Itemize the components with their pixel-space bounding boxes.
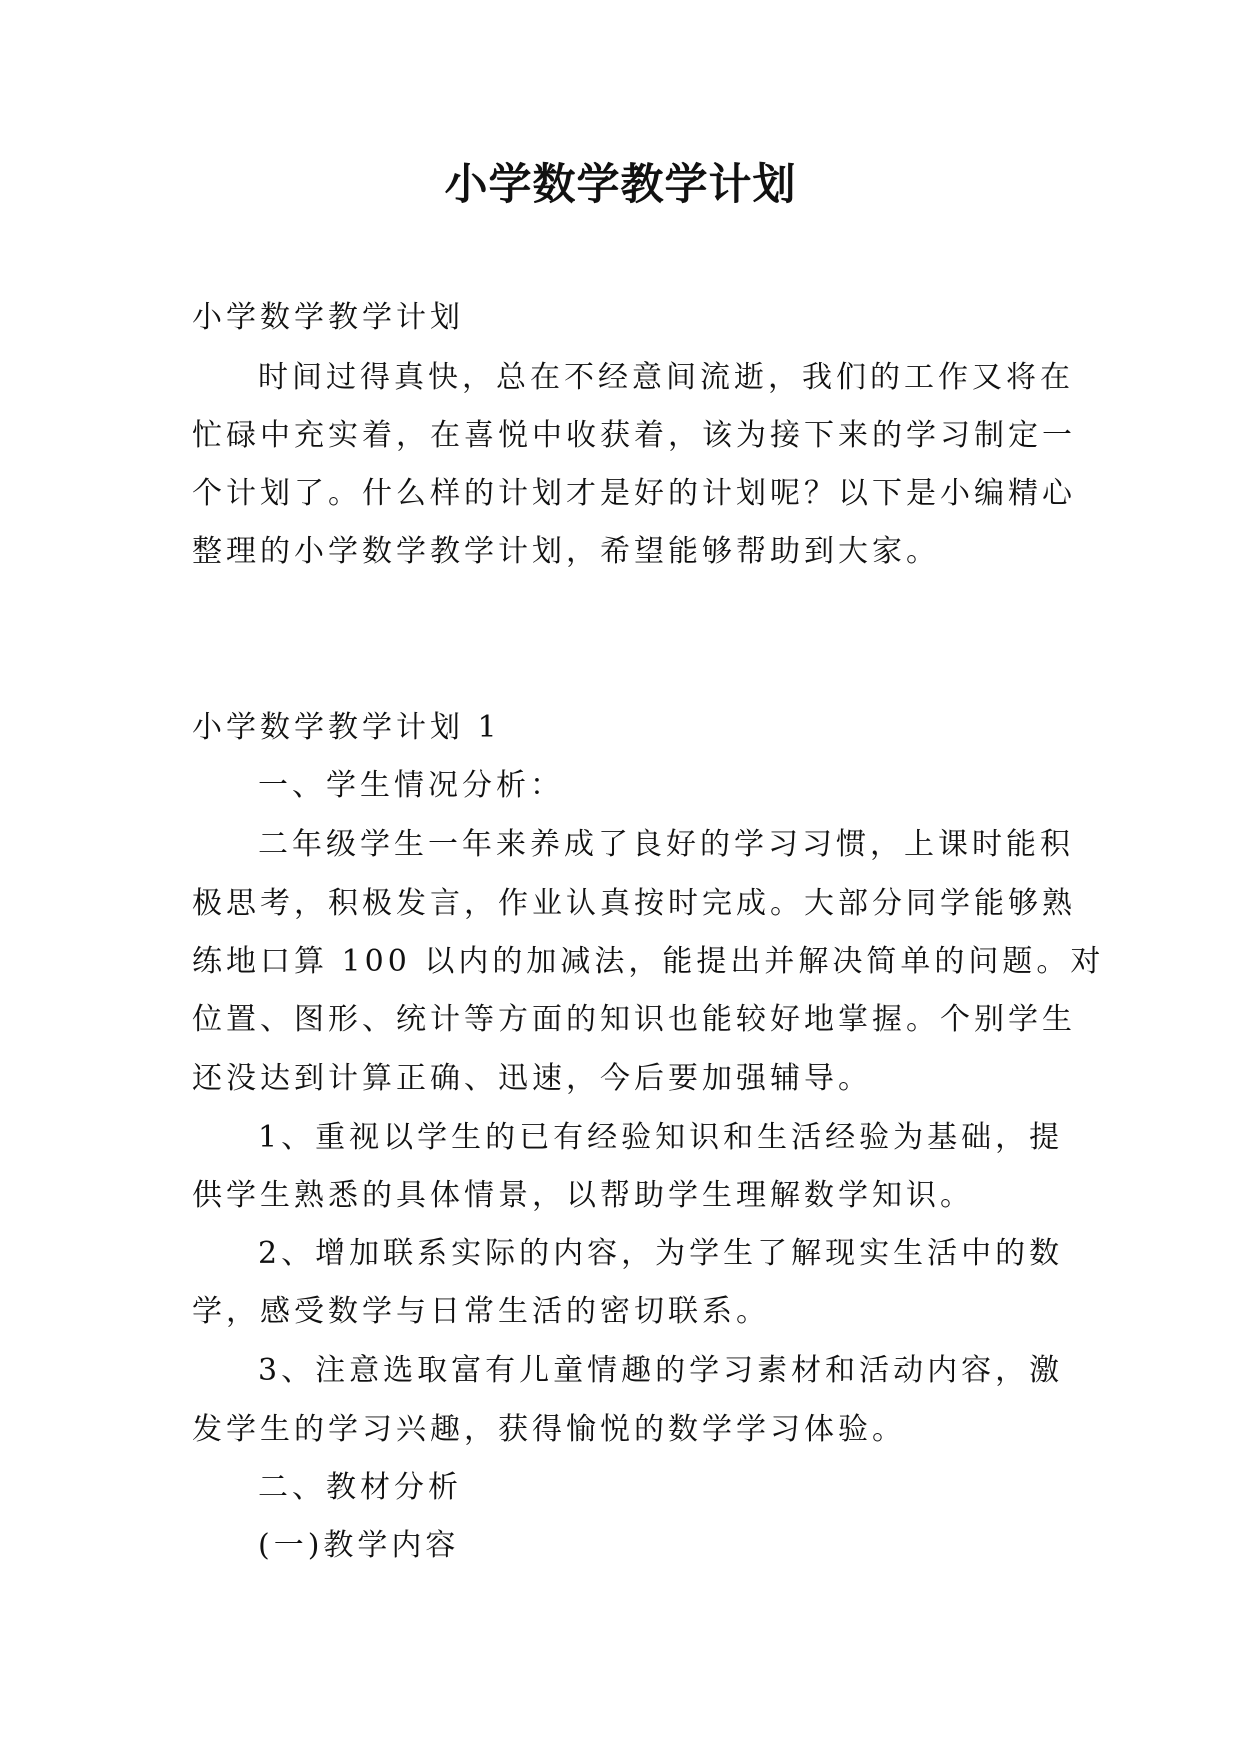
intro-line: 个计划了。什么样的计划才是好的计划呢？以下是小编精心 <box>192 476 1076 511</box>
list-item-line: 2、增加联系实际的内容，为学生了解现实生活中的数 <box>258 1236 1064 1271</box>
list-item-line: 发学生的学习兴趣，获得愉悦的数学学习体验。 <box>192 1412 906 1447</box>
subtitle: 小学数学教学计划 <box>192 300 464 335</box>
list-item-line: 供学生熟悉的具体情景，以帮助学生理解数学知识。 <box>192 1178 974 1213</box>
paragraph-line: 练地口算 100 以内的加减法，能提出并解决简单的问题。对 <box>192 944 1105 979</box>
paragraph-line: 极思考，积极发言，作业认真按时完成。大部分同学能够熟 <box>192 886 1076 921</box>
paragraph-line: 位置、图形、统计等方面的知识也能较好地掌握。个别学生 <box>192 1002 1076 1037</box>
document-title: 小学数学教学计划 <box>444 160 797 210</box>
subsection-heading: 二、教材分析 <box>258 1470 462 1505</box>
list-item-line: 3、注意选取富有儿童情趣的学习素材和活动内容，激 <box>258 1353 1064 1388</box>
paragraph-line: 二年级学生一年来养成了良好的学习习惯，上课时能积 <box>258 827 1074 862</box>
intro-line: 时间过得真快，总在不经意间流逝，我们的工作又将在 <box>258 360 1074 395</box>
paragraph-line: 还没达到计算正确、迅速，今后要加强辅导。 <box>192 1061 872 1096</box>
subsection-heading: 一、学生情况分析： <box>258 768 564 803</box>
subsection-heading: (一)教学内容 <box>258 1528 460 1563</box>
intro-line: 忙碌中充实着，在喜悦中收获着，该为接下来的学习制定一 <box>192 418 1076 453</box>
section-heading: 小学数学教学计划 1 <box>192 710 501 745</box>
list-item-line: 1、重视以学生的已有经验知识和生活经验为基础，提 <box>258 1120 1064 1155</box>
list-item-line: 学，感受数学与日常生活的密切联系。 <box>192 1294 770 1329</box>
intro-line: 整理的小学数学教学计划，希望能够帮助到大家。 <box>192 534 940 569</box>
